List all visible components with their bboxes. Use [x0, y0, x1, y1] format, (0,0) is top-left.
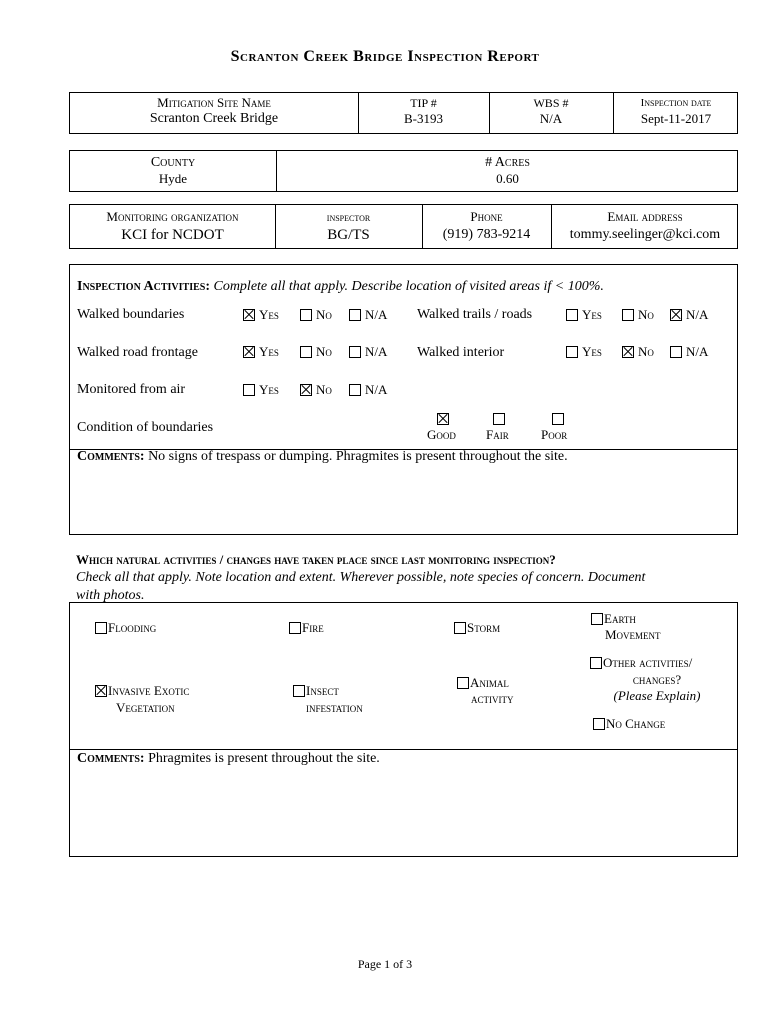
walked-trails-yes-label: Yes — [582, 307, 602, 322]
earth-movement-label-2: Movement — [605, 627, 661, 642]
walked-boundaries-no-checkbox[interactable] — [300, 309, 312, 321]
inspection-activities-heading: Inspection Activities: — [77, 279, 210, 294]
walked-trails-yes-checkbox[interactable] — [566, 309, 578, 321]
natural-comments-value[interactable]: Phragmites is present throughout the site. — [148, 751, 380, 766]
natural-activities-heading: Which natural activities / changes have taken place since last monitoring inspection? — [76, 552, 556, 567]
condition-poor-label: Poor — [541, 427, 568, 442]
email-label: Email address — [607, 209, 683, 224]
walked-boundaries-na-label: N/A — [365, 307, 388, 322]
phone-label: Phone — [470, 209, 503, 224]
fire-checkbox[interactable] — [289, 622, 301, 634]
tip-value[interactable]: B-3193 — [404, 111, 443, 126]
county-value[interactable]: Hyde — [158, 171, 188, 186]
condition-good-checkbox[interactable] — [437, 413, 449, 425]
page-title: Scranton Creek Bridge Inspection Report — [230, 48, 540, 65]
monitored-from-air-na-checkbox[interactable] — [349, 384, 361, 396]
monitored-from-air-yes-checkbox[interactable] — [243, 384, 255, 396]
walked-interior-label: Walked interior — [417, 345, 505, 360]
walked-road-frontage-yes-label: Yes — [259, 344, 279, 359]
walked-road-frontage-na-label: N/A — [365, 344, 388, 359]
walked-road-frontage-no-label: No — [316, 344, 332, 359]
walked-interior-no-checkbox[interactable] — [622, 346, 634, 358]
walked-interior-na-label: N/A — [686, 344, 709, 359]
walked-boundaries-no-label: No — [316, 307, 332, 322]
page-number: Page 1 of 3 — [357, 957, 413, 971]
activities-comments-value[interactable]: No signs of trespass or dumping. Phragmites is present throughout the site. — [148, 449, 568, 464]
natural-comments-label: Comments: — [77, 751, 145, 766]
walked-trails-na-label: N/A — [686, 307, 709, 322]
invasive-exotic-label-2: Vegetation — [116, 700, 175, 715]
monitored-from-air-label: Monitored from air — [77, 382, 186, 397]
walked-boundaries-yes-label: Yes — [259, 307, 279, 322]
inspection-date-value[interactable]: Sept-11-2017 — [640, 111, 712, 126]
storm-checkbox[interactable] — [454, 622, 466, 634]
animal-activity-label-2: activity — [471, 691, 514, 706]
invasive-exotic-vegetation-checkbox[interactable] — [95, 685, 107, 697]
earth-movement-label-1: Earth — [604, 611, 636, 626]
walked-interior-na-checkbox[interactable] — [670, 346, 682, 358]
earth-movement-checkbox[interactable] — [591, 613, 603, 625]
no-change-label: No Change — [606, 716, 666, 731]
walked-trails-na-checkbox[interactable] — [670, 309, 682, 321]
inspection-activities-header — [77, 279, 604, 295]
county-label: County — [150, 155, 196, 170]
natural-activities-instruction-1: Check all that apply. Note location and extent. Wherever possible, note species of concern. Document — [76, 570, 646, 585]
walked-road-frontage-label: Walked road frontage — [77, 345, 198, 360]
insect-infestation-checkbox[interactable] — [293, 685, 305, 697]
insect-infestation-label-1: Insect — [306, 683, 339, 698]
other-activities-label-2: changes? — [632, 672, 682, 687]
phone-value[interactable]: (919) 783-9214 — [442, 227, 531, 242]
wbs-value[interactable]: N/A — [539, 111, 563, 126]
monitored-from-air-no-label: No — [316, 382, 332, 397]
site-name-value[interactable]: Scranton Creek Bridge — [149, 111, 279, 126]
inspector-label: inspector — [326, 210, 371, 224]
flooding-label: Flooding — [108, 620, 157, 635]
monitored-from-air-na-label: N/A — [365, 382, 388, 397]
natural-activities-instruction-2: with photos. — [76, 588, 145, 603]
org-label: Monitoring organization — [106, 209, 239, 224]
wbs-label: WBS # — [533, 96, 569, 110]
activities-comments-label: Comments: — [77, 449, 145, 464]
other-activities-label-3: (Please Explain) — [613, 688, 701, 703]
county-table — [69, 150, 738, 192]
activities-comments[interactable] — [77, 449, 732, 465]
no-change-checkbox[interactable] — [593, 718, 605, 730]
condition-fair-label: Fair — [486, 427, 509, 442]
inspection-activities-instruction: Complete all that apply. Describe location of visited areas if < 100%. — [213, 279, 604, 294]
acres-value[interactable]: 0.60 — [496, 171, 519, 186]
fire-label: Fire — [302, 620, 324, 635]
other-activities-label-1: Other activities/ — [603, 655, 693, 670]
condition-fair-checkbox[interactable] — [493, 413, 505, 425]
walked-boundaries-na-checkbox[interactable] — [349, 309, 361, 321]
monitored-from-air-no-checkbox[interactable] — [300, 384, 312, 396]
walked-trails-label: Walked trails / roads — [417, 307, 533, 322]
site-name-label: Mitigation Site Name — [157, 95, 271, 110]
walked-interior-yes-label: Yes — [582, 344, 602, 359]
inspection-activities-section — [69, 264, 738, 535]
inspection-date-label: Inspection date — [640, 97, 712, 109]
email-value[interactable]: tommy.seelinger@kci.com — [569, 227, 721, 242]
walked-trails-no-label: No — [638, 307, 654, 322]
condition-of-boundaries-label: Condition of boundaries — [77, 420, 214, 435]
inspector-value[interactable]: BG/TS — [327, 227, 370, 243]
monitored-from-air-yes-label: Yes — [259, 382, 279, 397]
condition-good-label: Good — [427, 427, 456, 442]
walked-interior-yes-checkbox[interactable] — [566, 346, 578, 358]
other-activities-checkbox[interactable] — [590, 657, 602, 669]
condition-poor-checkbox[interactable] — [552, 413, 564, 425]
tip-label: TIP # — [410, 96, 437, 110]
storm-label: Storm — [467, 620, 501, 635]
walked-boundaries-label: Walked boundaries — [77, 307, 185, 322]
org-value[interactable]: KCI for NCDOT — [121, 227, 224, 243]
insect-infestation-label-2: infestation — [306, 700, 363, 715]
flooding-checkbox[interactable] — [95, 622, 107, 634]
natural-activities-header — [76, 551, 738, 605]
walked-road-frontage-yes-checkbox[interactable] — [243, 346, 255, 358]
walked-boundaries-yes-checkbox[interactable] — [243, 309, 255, 321]
site-info-table — [69, 92, 738, 134]
walked-interior-no-label: No — [638, 344, 654, 359]
animal-activity-checkbox[interactable] — [457, 677, 469, 689]
organization-table — [69, 204, 738, 249]
walked-road-frontage-na-checkbox[interactable] — [349, 346, 361, 358]
acres-label: # Acres — [485, 155, 530, 170]
walked-road-frontage-no-checkbox[interactable] — [300, 346, 312, 358]
animal-activity-label-1: Animal — [470, 675, 509, 690]
invasive-exotic-label-1: Invasive Exotic — [108, 683, 190, 698]
walked-trails-no-checkbox[interactable] — [622, 309, 634, 321]
natural-comments[interactable] — [77, 751, 732, 767]
